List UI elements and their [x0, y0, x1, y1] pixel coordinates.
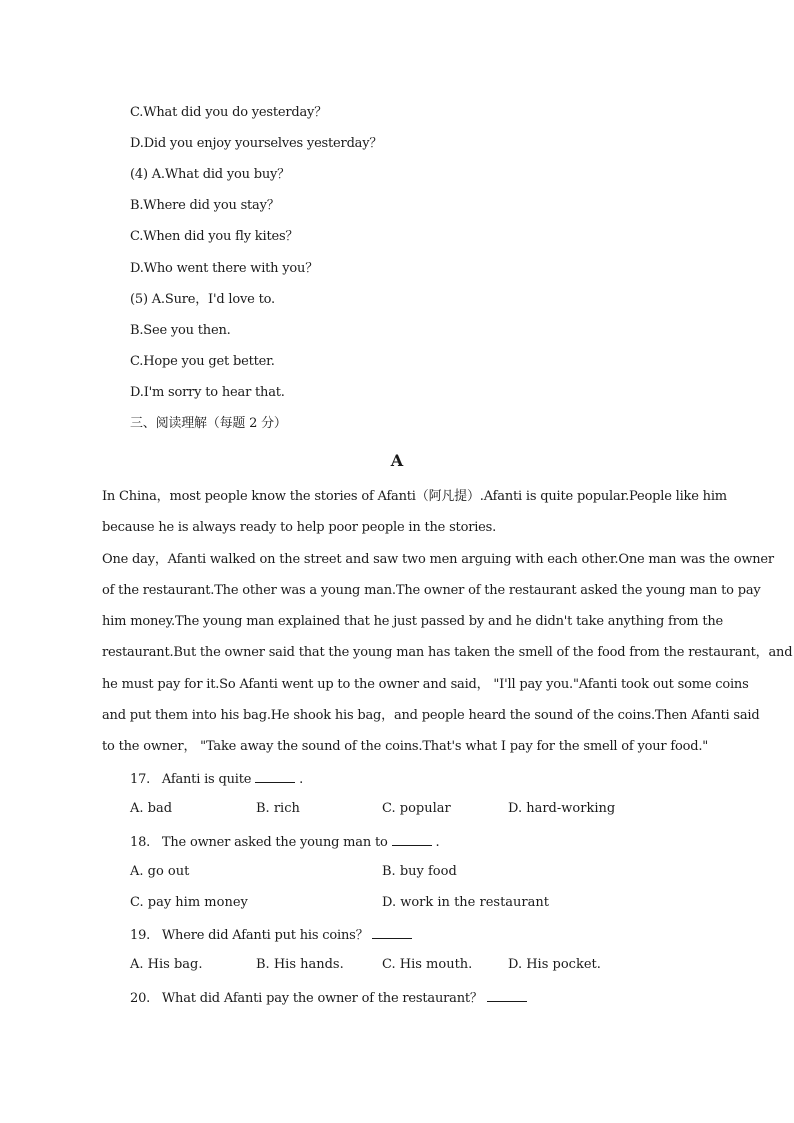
question-stem: Where did Afanti put his coins？ [161, 928, 369, 943]
question-19 [130, 926, 412, 944]
question-20 [130, 989, 527, 1007]
answer-blank[interactable] [372, 926, 412, 939]
option-line: D.Did you enjoy yourselves yesterday？ [130, 136, 383, 151]
passage-line: to the owner， "Take away the sound of the coins.That's what I pay for the smell of your food." [102, 739, 709, 754]
choice-b[interactable]: B. buy food [382, 864, 457, 879]
option-line: C.Hope you get better. [130, 354, 275, 369]
choice-a[interactable]: A. bad [130, 801, 173, 816]
passage-line: and put them into his bag.He shook his bag，and people heard the sound of the coins.Then Afanti said [102, 708, 760, 723]
question-number: 20. [130, 991, 151, 1006]
choice-b[interactable]: B. rich [256, 801, 300, 816]
question-18 [130, 833, 439, 851]
choice-a[interactable]: A. His bag. [130, 957, 203, 972]
choice-b[interactable]: B. His hands. [256, 957, 344, 972]
question-number: 19. [130, 928, 151, 943]
choice-c[interactable]: C. pay him money [130, 895, 248, 910]
question-stem: The owner asked the young man to [161, 835, 388, 850]
choice-d[interactable]: D. His pocket. [508, 957, 601, 972]
passage-title: A [390, 451, 404, 470]
question-number: 17. [130, 772, 151, 787]
choice-c[interactable]: C. popular [382, 801, 451, 816]
section-heading: 三、阅读理解（每题 2 分） [130, 416, 287, 431]
answer-blank[interactable] [392, 833, 432, 846]
choice-d[interactable]: D. work in the restaurant [382, 895, 549, 910]
passage-line: because he is always ready to help poor people in the stories. [102, 520, 497, 535]
option-line: B.Where did you stay？ [130, 198, 280, 213]
answer-blank[interactable] [255, 770, 295, 783]
option-line: (5) A.Sure，I'd love to. [130, 292, 275, 307]
question-17 [130, 770, 303, 788]
option-line: B.See you then. [130, 323, 231, 338]
option-line: (4) A.What did you buy？ [130, 167, 290, 182]
passage-line: restaurant.But the owner said that the young man has taken the smell of the food from the restaurant，and [102, 645, 793, 660]
question-tail: . [435, 835, 440, 850]
passage-line: him money.The young man explained that he just passed by and he didn't take anything from the [102, 614, 724, 629]
passage-line: In China，most people know the stories of Afanti（阿凡提）.Afanti is quite popular.People like him [102, 489, 727, 504]
option-line: D.I'm sorry to hear that. [130, 385, 285, 400]
answer-blank[interactable] [487, 989, 527, 1002]
passage-line: he must pay for it.So Afanti went up to the owner and said， "I'll pay you."Afanti took out some coins [102, 677, 749, 692]
question-stem: What did Afanti pay the owner of the restaurant？ [161, 991, 483, 1006]
passage-line: of the restaurant.The other was a young man.The owner of the restaurant asked the young man to pay [102, 583, 761, 598]
choice-d[interactable]: D. hard-working [508, 801, 616, 816]
question-stem: Afanti is quite [161, 772, 252, 787]
question-number: 18. [130, 835, 151, 850]
question-tail: . [299, 772, 304, 787]
option-line: D.Who went there with you？ [130, 261, 319, 276]
option-line: C.When did you fly kites？ [130, 229, 299, 244]
passage-line: One day，Afanti walked on the street and saw two men arguing with each other.One man was the owner [102, 552, 774, 567]
choice-a[interactable]: A. go out [130, 864, 190, 879]
option-line: C.What did you do yesterday？ [130, 105, 328, 120]
choice-c[interactable]: C. His mouth. [382, 957, 473, 972]
